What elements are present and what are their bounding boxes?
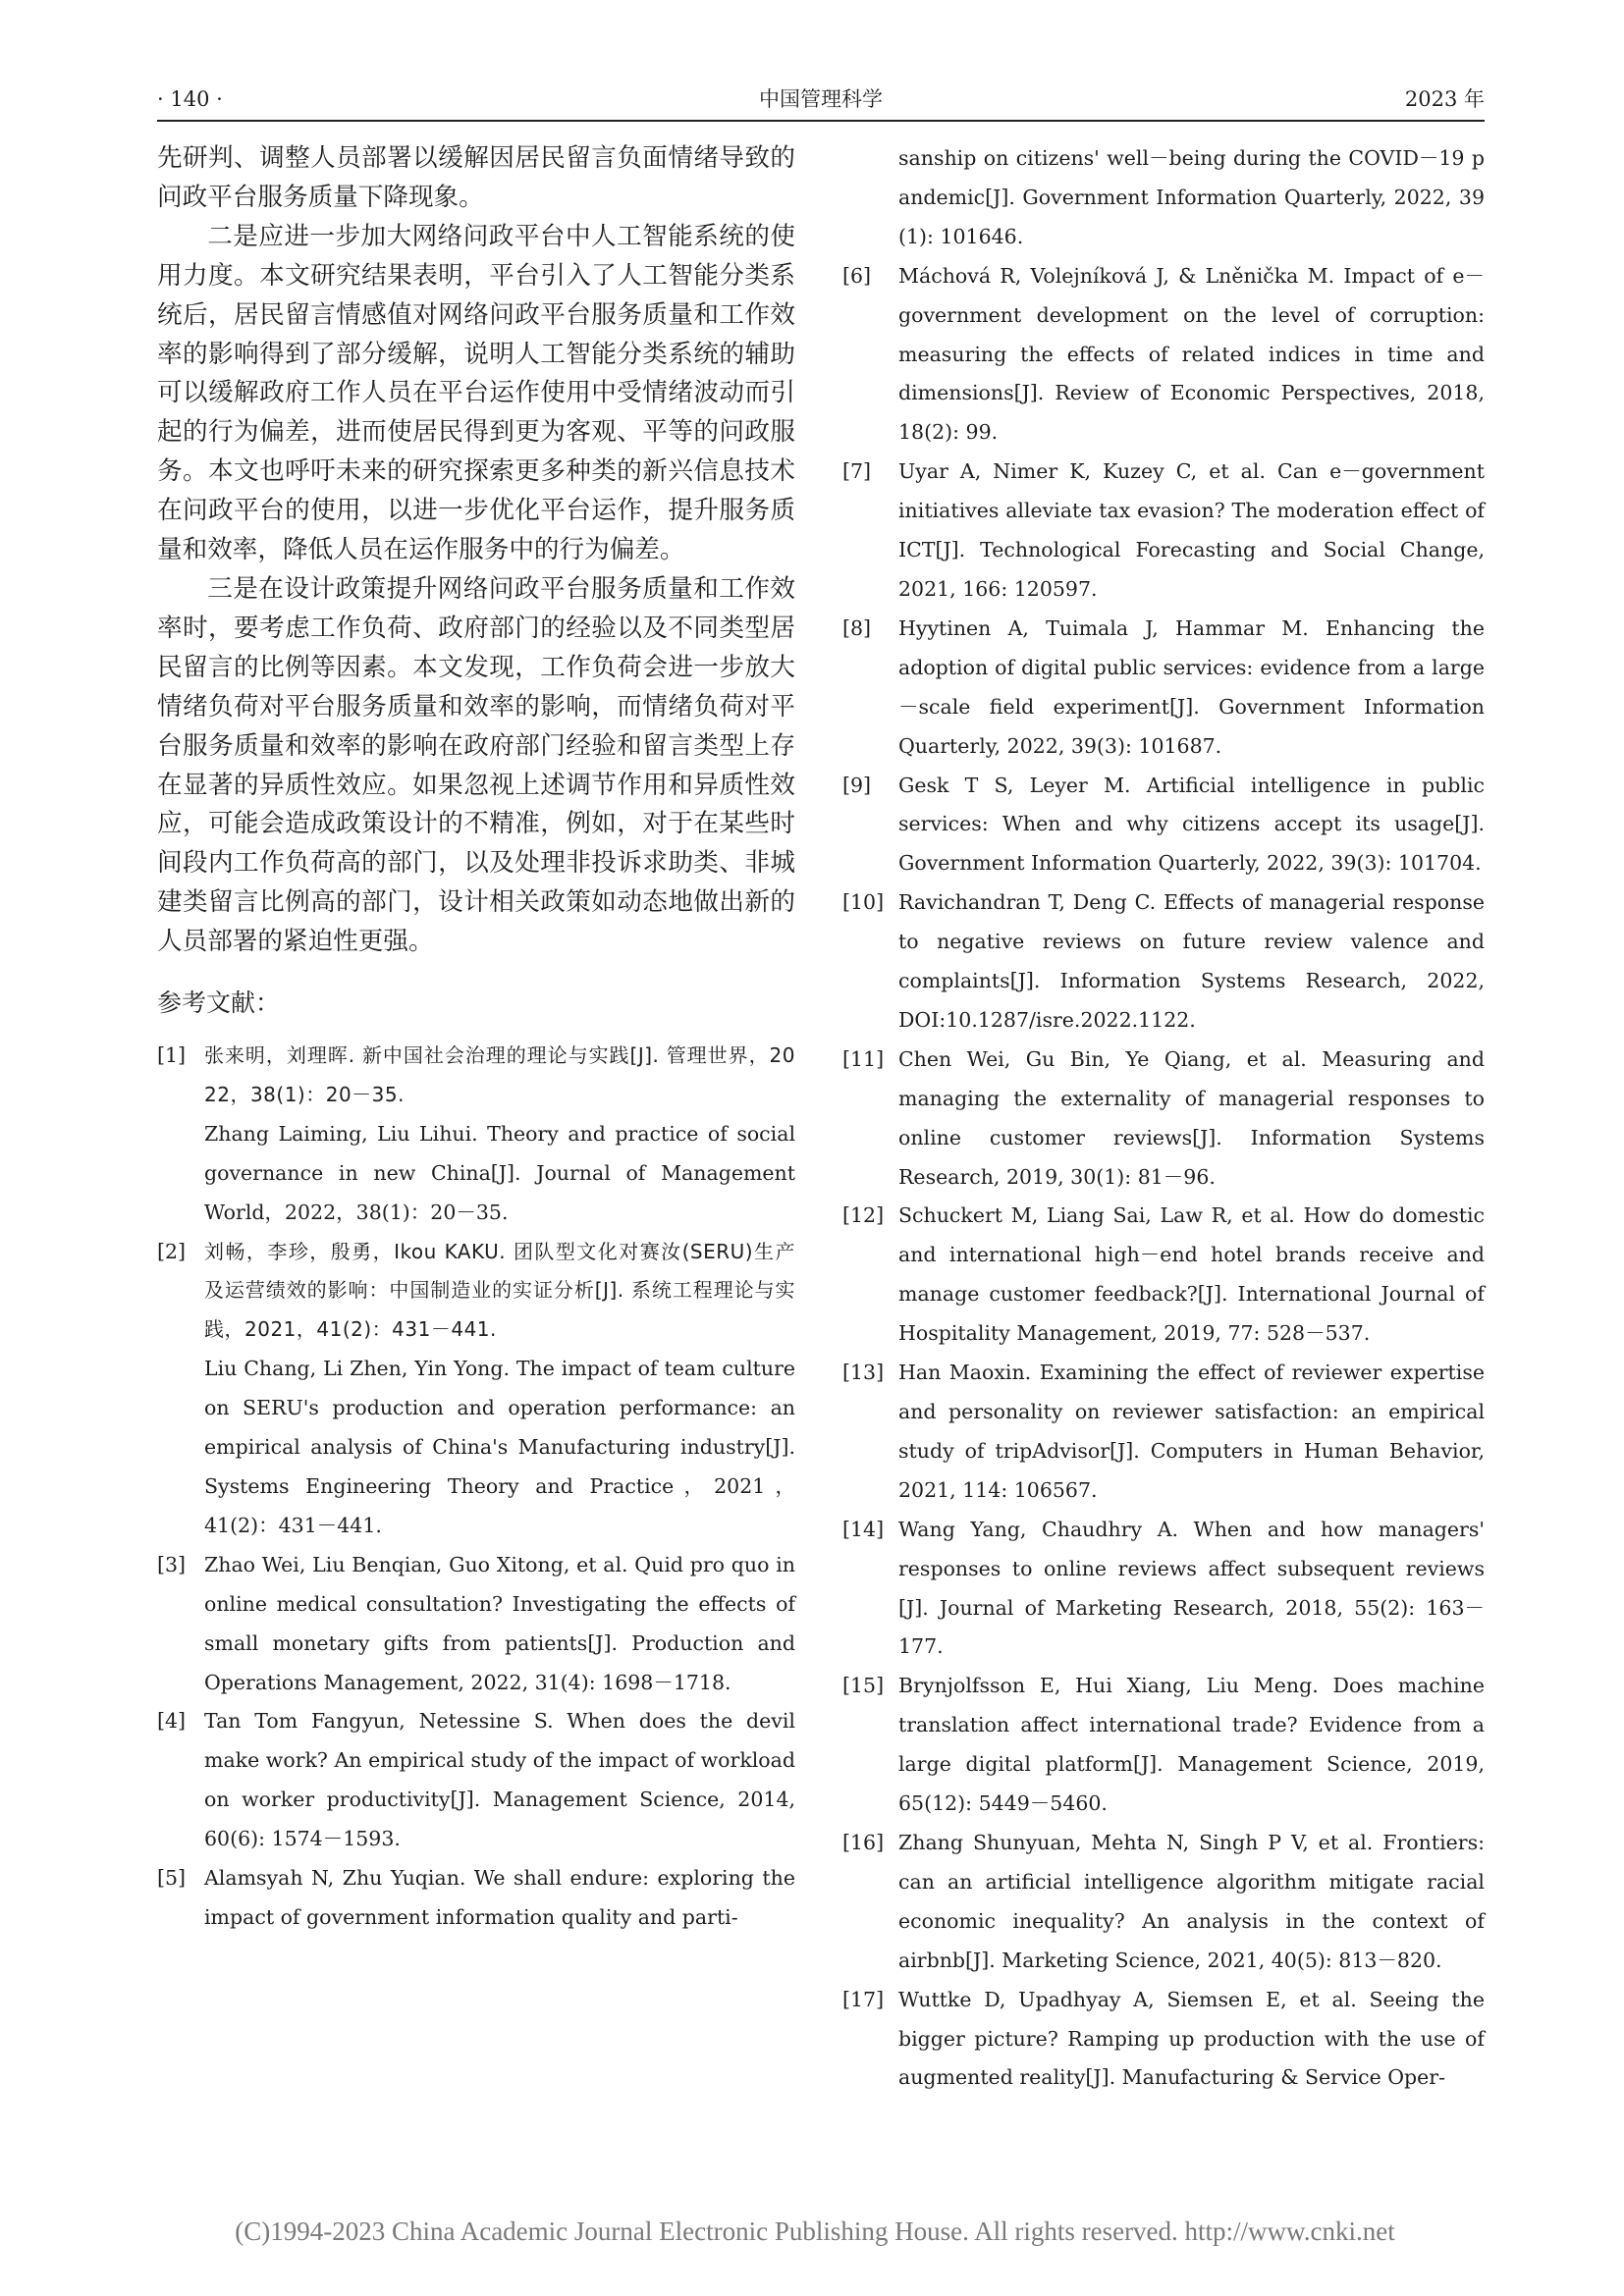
- reference-item: [842, 1197, 1485, 1354]
- reference-text-en: Wuttke D, Upadhyay A, Siemsen E, et al. Seeing the bigger picture? Ramping up production with the use of augmented reality[J]. Manufacturing & Service Oper-: [898, 1987, 1485, 2090]
- reference-item: [157, 1546, 795, 1703]
- reference-item: [157, 1859, 795, 1938]
- reference-number: [8]: [842, 615, 872, 640]
- reference-number: [10]: [842, 890, 885, 915]
- reference-number: [4]: [157, 1709, 187, 1734]
- reference-text-en: Máchová R, Volejníková J, & Lněnička M. Impact of e－government development on the level of corruption: measuring the effects of related indices in time and dimensions[J]. Review of Economic Perspectives, 2018, 18(2): 99.: [898, 263, 1485, 445]
- journal-title: 中国管理科学: [759, 87, 883, 111]
- reference-item: [842, 1981, 1485, 2099]
- reference-number: [9]: [842, 773, 872, 797]
- reference-item: [157, 1233, 795, 1546]
- reference-text-en: Hyytinen A, Tuimala J, Hammar M. Enhancing the adoption of digital public services: evidence from a large－scale field experiment[J]. Government Information Quarterly, 2022, 39(3): 101687.: [898, 615, 1485, 758]
- copyright-footer: (C)1994-2023 China Academic Journal Electronic Publishing House. All rights reserved. http://www.cnki.net: [235, 2216, 1395, 2246]
- reference-number: [7]: [842, 459, 872, 484]
- page-number: · 140 ·: [157, 87, 223, 111]
- reference-item: [842, 257, 1485, 454]
- reference-number: [13]: [842, 1361, 885, 1385]
- references-heading: 参考文献：: [157, 988, 281, 1018]
- reference-number: [3]: [157, 1552, 187, 1576]
- body-paragraph: 三是在设计政策提升网络问政平台服务质量和工作效率时，要考虑工作负荷、政府部门的经验以及不同类型居民留言的比例等因素。本文发现，工作负荷会进一步放大情绪负荷对平台服务质量和效率的影响，而情绪负荷对平台服务质量和效率的影响在政府部门经验和留言类型上存在显著的异质性效应。如果忽视上述调节作用和异质性效应，可能会造成政策设计的不精准，例如，对于在某些时间段内工作负荷高的部门，以及处理非投诉求助类、非城建类留言比例高的部门，设计相关政策如动态地做出新的人员部署的紧迫性更强。: [157, 573, 795, 957]
- reference-item: [157, 1702, 795, 1859]
- reference-text-en: Alamsyah N, Zhu Yuqian. We shall endure: exploring the impact of government information quality and parti-: [204, 1866, 795, 1929]
- reference-text-en: Zhao Wei, Liu Benqian, Guo Xitong, et al. Quid pro quo in online medical consultation? Investigating the effects of small monetary gifts from patients[J]. Production and Operations Management, 2022, 31(4): 1698－1718.: [204, 1552, 795, 1694]
- reference-text-zh: 刘畅，李珍，殷勇，Ikou KAKU. 团队型文化对赛汝(SERU)生产及运营绩效的影响：中国制造业的实证分析[J]. 系统工程理论与实践，2021，41(2)：431－441.: [204, 1239, 795, 1342]
- reference-number: [1]: [157, 1043, 187, 1068]
- header-rule: [157, 120, 1485, 122]
- reference-text-en: Schuckert M, Liang Sai, Law R, et al. How do domestic and international high－end hotel brands receive and manage customer feedback?[J]. International Journal of Hospitality Management, 2019, 77: 528－537.: [898, 1203, 1485, 1346]
- reference-text-en: Brynjolfsson E, Hui Xiang, Liu Meng. Does machine translation affect international trade? Evidence from a large digital platform[J]. Management Science, 2019, 65(12): 5449－5460.: [898, 1674, 1485, 1816]
- reference-item: [842, 767, 1485, 884]
- reference-text-en: Ravichandran T, Deng C. Effects of managerial response to negative reviews on future review valence and complaints[J]. Information Systems Research, 2022, DOI:10.1287/isre.2022.1122.: [898, 890, 1485, 1032]
- reference-number: [5]: [157, 1866, 187, 1891]
- reference-text-en: Wang Yang, Chaudhry A. When and how managers' responses to online reviews affect subsequent reviews [J]. Journal of Marketing Research, 2018, 55(2): 163－177.: [898, 1517, 1485, 1659]
- publication-year: 2023 年: [1404, 87, 1485, 111]
- body-paragraph: 先研判、调整人员部署以缓解因居民留言负面情绪导致的问政平台服务质量下降现象。: [157, 143, 795, 212]
- reference-item: [842, 453, 1485, 610]
- reference-number: [14]: [842, 1517, 885, 1541]
- body-paragraph: 二是应进一步加大网络问政平台中人工智能系统的使用力度。本文研究结果表明，平台引入了人工智能分类系统后，居民留言情感值对网络问政平台服务质量和工作效率的影响得到了部分缓解，说明人工智能分类系统的辅助可以缓解政府工作人员在平台运作使用中受情绪波动而引起的行为偏差，进而使居民得到更为客观、平等的问政服务。本文也呼吁未来的研究探索更多种类的新兴信息技术在问政平台的使用，以进一步优化平台运作，提升服务质量和效率，降低人员在运作服务中的行为偏差。: [157, 221, 795, 565]
- reference-number: [12]: [842, 1203, 885, 1228]
- right-column: [842, 139, 1485, 2098]
- reference-continuation: sanship on citizens' well－being during the COVID－19 pandemic[J]. Government Information Quarterly, 2022, 39(1): 101646.: [898, 146, 1485, 248]
- reference-text-en: Han Maoxin. Examining the effect of reviewer expertise and personality on reviewer satisfaction: an empirical study of tripAdvisor[J]. Computers in Human Behavior, 2021, 114: 106567.: [898, 1361, 1485, 1502]
- reference-item: [157, 1037, 795, 1233]
- reference-text-en: Uyar A, Nimer K, Kuzey C, et al. Can e－government initiatives alleviate tax evasion? The moderation effect of ICT[J]. Technological Forecasting and Social Change, 2021, 166: 120597.: [898, 459, 1485, 601]
- reference-item: [842, 883, 1485, 1041]
- reference-number: [11]: [842, 1046, 885, 1071]
- reference-number: [17]: [842, 1987, 885, 2011]
- reference-text-en: Zhang Laiming, Liu Lihui. Theory and practice of social governance in new China[J]. Journal of Management World，2022，38(1)：20－35.: [204, 1121, 795, 1224]
- reference-item: [842, 610, 1485, 767]
- reference-item: [842, 1354, 1485, 1511]
- reference-text-en: Zhang Shunyuan, Mehta N, Singh P V, et al. Frontiers: can an artificial intelligence algorithm mitigate racial economic inequality? An analysis in the context of airbnb[J]. Marketing Science, 2021, 40(5): 813－820.: [898, 1830, 1485, 1972]
- reference-text-en: Tan Tom Fangyun, Netessine S. When does the devil make work? An empirical study of the impact of workload on worker productivity[J]. Management Science, 2014, 60(6): 1574－1593.: [204, 1709, 795, 1851]
- reference-item: [842, 1824, 1485, 1981]
- reference-number: [15]: [842, 1674, 885, 1698]
- page-header: [157, 82, 1485, 116]
- reference-number: [2]: [157, 1239, 187, 1263]
- reference-item: [842, 1511, 1485, 1668]
- reference-item: [842, 1667, 1485, 1824]
- reference-text-zh: 张来明，刘理晖. 新中国社会治理的理论与实践[J]. 管理世界，2022，38(1)：20－35.: [204, 1043, 795, 1106]
- reference-number: [6]: [842, 263, 872, 288]
- reference-number: [16]: [842, 1830, 885, 1854]
- left-column: [157, 139, 795, 1938]
- reference-text-en: Liu Chang, Li Zhen, Yin Yong. The impact of team culture on SERU's production and operation performance: an empirical analysis of China's Manufacturing industry[J]. Systems Engineering Theory and Practice，2021，41(2)：431－441.: [204, 1357, 795, 1537]
- reference-item: [842, 1041, 1485, 1198]
- reference-text-en: Chen Wei, Gu Bin, Ye Qiang, et al. Measuring and managing the externality of managerial responses to online customer reviews[J]. Information Systems Research, 2019, 30(1): 81－96.: [898, 1046, 1485, 1189]
- reference-text-en: Gesk T S, Leyer M. Artificial intelligence in public services: When and why citizens accept its usage[J]. Government Information Quarterly, 2022, 39(3): 101704.: [898, 773, 1485, 876]
